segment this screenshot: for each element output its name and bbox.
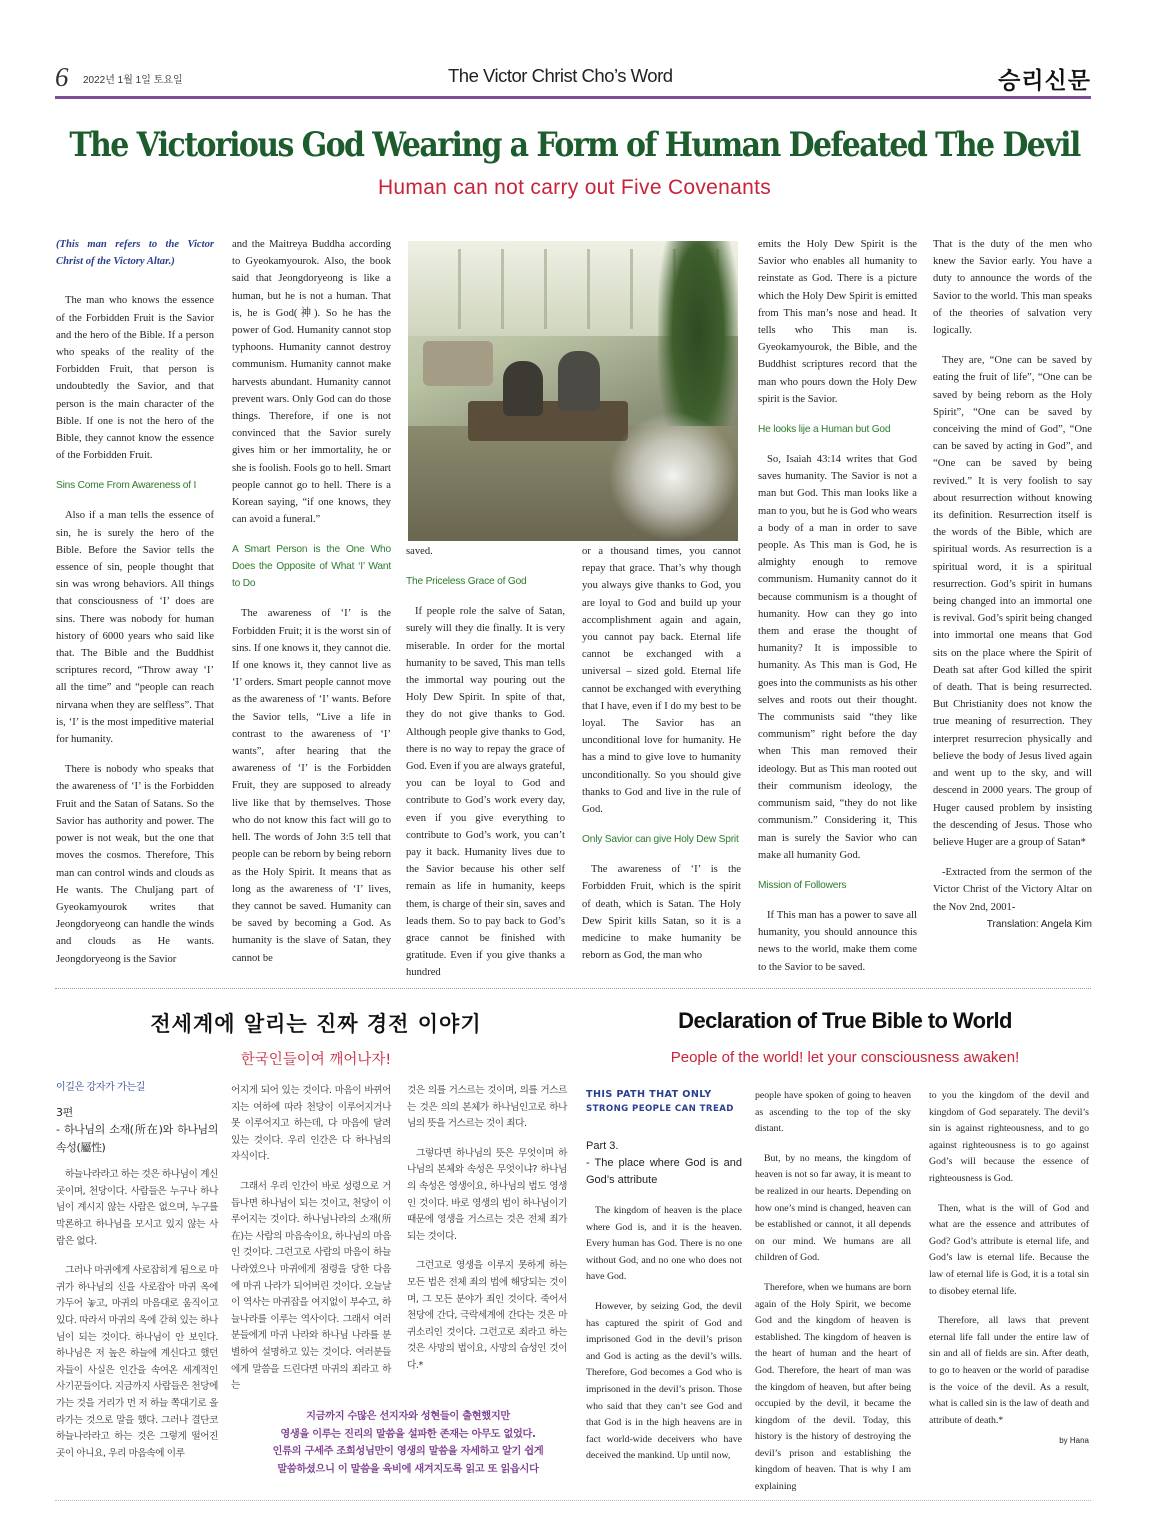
main-subheadline: Human can not carry out Five Covenants: [377, 176, 772, 199]
sermon-credit: -Extracted from the sermon of the Victor Christ of the Victory Altar on the Nov 2nd, 2001-: [933, 867, 1092, 913]
english-column-3: [929, 1088, 1089, 1450]
photo-person-2: [558, 351, 600, 411]
paragraph: and the Maitreya Buddha according to Gyeokamyourok. Also, the book said that Jeongdoryeong is like a human, but he is not a human. That is, he is God(神). So he has the power of God. Humanity cannot stop typhoons. Humanity cannot destroy communism. Humanity cannot make harvests abundant. Humanity cannot prevent wars. Only God can do those things. Therefore, if one is not convinced that the Savior surely gives him or her immortality, he or she is foolish. Fools go to hell. Smart people cannot go to hell. There is a Korean saying, “if one knows, they can avoid a funeral.”: [232, 239, 391, 526]
paragraph: The kingdom of heaven is the place where God is, and it is the heaven. Every human has God. There is no one without God, and no one who does not have God.: [586, 1205, 742, 1283]
translator-credit: Translation: Angela Kim: [986, 918, 1092, 930]
paragraph: There is nobody who speaks that the awareness of ‘I’ is the Forbidden Fruit and the Satan of Satans. So the Savior has authority and power. The power is not weak, but the one that moves the cosmos. Therefore, This man can control winds and clouds as He wants. The Chuljang part of Gyeokamyourok writes that Jeongdoryeong can handle the winds and clouds as He wants. Jeongdoryeong is the Savior: [56, 764, 214, 965]
paragraph: people have spoken of going to heaven as ascending to the top of the sky distant.: [755, 1090, 911, 1135]
paragraph: or a thousand times, you cannot repay that grace. That’s why though you always give thanks to God, you are loyal to God and build up your accomplishment again and again, you cannot pay back. Eternal life cannot be exchanged with a universal – sized gold. Eternal life cannot be exchanged with everything that I have, even if I do my best to be loyal. The Savior has an unconditional love for humanity. He has a mind to give love to humanity unconditionally. So you should give thanks to God and live in the rule of God.: [582, 546, 741, 816]
paragraph: The awareness of ‘I’ is the Forbidden Fruit; it is the worst sin of sins. If one knows it, they cannot die. If one knows it, they cannot live as ‘I’ orders. Smart people cannot move as the awareness of ‘I’ wants. Before the Savior tells, “Live a life in contrast to the awareness of ‘I’ wants”, after hearing that the awareness of ‘I’ is the Forbidden Fruit, they are supposed to already live like that by themselves. Those who do not know this fact will go to hell. The words of John 3:5 tell that people can be reborn by being reborn as the Holy Spirit. It means that as long as the awareness of ‘I’ lives, they cannot be saved. Humanity can be saved by becoming a God. As humanity is the slave of Satan, they cannot be: [232, 608, 391, 964]
korean-series-label: 이길은 강자가 가는길: [56, 1082, 145, 1093]
korean-part: 3편: [56, 1105, 73, 1119]
english-subheadline: People of the world! let your consciousness awaken!: [670, 1049, 1020, 1066]
main-column-4: [582, 543, 741, 977]
english-column-1: [586, 1088, 742, 1478]
subheading: Only Savior can give Holy Dew Sprit: [582, 834, 739, 846]
editor-note: (This man refers to the Victor Christ of the Victory Altar.): [56, 239, 214, 268]
paragraph: Also if a man tells the essence of sin, he is surely the hero of the Bible. Before the Savior tells the essence of sin, people thought that sin was wrong behaviors. All things that consciousness of ‘I’ does are sins. There was nobody for human history of 6000 years who said like that. The Bible and the Buddhist scriptures record, “Throw away ‘I’ all the time” and “people can reach nirvana when they are selfless”. That is, ‘I’ is the most impeditive material for humanity.: [56, 510, 214, 746]
photo-sofa: [423, 341, 493, 386]
main-column-3: [406, 543, 565, 995]
paragraph: They are, “One can be saved by eating the fruit of life”, “One can be saved by being reborn as the Holy Spirit”, “One can be saved by conceiving the mind of God”, “One can be saved by acting in God”, and “One can be saved by being revived.” It is very foolish to say about resurrection without knowing its definition. Resurrection itself is the words of the Bible, which are spiritual words. As resurrection is a spiritual word, it is a spiritual resurrection. God’s spirit in humans being changed into an immortal one is revival. God’s spirit being changed into immortal one means that God sits on the place where the Spirit of Death sat after God killed the spirit of death. That is being resurrected. But Christianity does not know the true meaning of resurrection. They interpret resurrecion physically and believe the body of Jesus lived again and went up to the sky, and will descend in 2000 years. The group of Huger caused problem by insisting the descending of Jesus. Those who believe Huger are a group of Satan*: [933, 355, 1092, 848]
paper-name: 승리신문: [998, 68, 1091, 94]
byline: by Hana: [1059, 1436, 1089, 1446]
page-number: 6: [55, 62, 69, 92]
korean-subheadline: 한국인들이여 깨어나자!: [240, 1052, 392, 1068]
footer-rule: [55, 1500, 1091, 1502]
paragraph: But, by no means, the kingdom of heaven is not so far away, it is meant to be realized in our hearts. Depending on how one’s mind is changed, heaven can be established or cannot, it all depends on our mind. We humans are all children of God.: [755, 1152, 911, 1264]
paragraph: If This man has a power to save all humanity, you should announce this news to the world, make them come to the Savior to be saved.: [758, 909, 917, 973]
paragraph: to you the kingdom of the devil and kingdom of God separately. The devil’s sin is against righteousness, and to go against righteousness is to go against God’s will because the essence of righteousness is God.: [929, 1090, 1089, 1184]
section-divider: [55, 988, 1091, 990]
paragraph: saved.: [406, 546, 433, 557]
photo-person-1: [503, 361, 543, 416]
callout-line: 인류의 구세주 조희성님만이 영생의 말씀을 자세하고 알기 쉽게: [272, 1446, 544, 1457]
korean-column-1: [56, 1080, 218, 1475]
callout-line: 지금까지 수많은 선지자와 성현들이 출현했지만: [306, 1411, 510, 1422]
masthead: [55, 62, 1091, 96]
subheading: A Smart Person is the One Who Does the Opposite of What ‘I’ Want to Do: [232, 544, 391, 590]
subheading: Sins Come From Awareness of I: [56, 480, 197, 492]
section-title: The Victor Christ Cho’s Word: [448, 65, 673, 86]
paragraph: Then, what is the will of God and what are the essence and attributes of God? God’s attribute is eternal life, and God’s law is eternal life. Because the law of eternal life is God, it is a total sin to disobey eternal life.: [929, 1202, 1089, 1297]
paragraph: The man who knows the essence of the Forbidden Fruit is the Savior and the hero of the Bible. If a person who speaks of the reality of the Forbidden Fruit, that person is undoubtedly the Savior, and that person is the main character of the Bible. If one is not the hero of the Bible, they cannot know the essence of the Forbidden Fruit.: [56, 295, 214, 462]
paragraph: That is the duty of the men who knew the Savior early. You have a duty to announce the words of the Savior to the world. This man speaks of the theories of salvation very logically.: [933, 239, 1092, 337]
paragraph: 어지게 되어 있는 것이다. 마음이 바뀌어지는 여하에 따라 천당이 이루어지거나 못 이루어지고 하는데, 다 마음에 달려 있는 것이다. 우리 인간은 다 하나님의 자식이다.: [231, 1085, 391, 1163]
paragraph: So, Isaiah 43:14 writes that God saves humanity. The Savior is not a man but God. This man looks like a man to you, but he is God who wears a body of a man in order to save people. As This man is God, he is almighty enough to remove communism. Humanity cannot do it because communism is a thought of humanity. How can they go into them and erase the thought of humanity? It is impossible to humanity. As This man is God, He goes into the communists as his other selves and roots out their thought. The communists said “they like communism” right before the day when This man removed their ideology. But as This man rooted out their communism ideology, the communism said, “they do not like communism.” Considering it, This man is surely the Savior who can make all humanity God.: [758, 454, 917, 861]
main-column-6: [933, 236, 1092, 933]
korean-headline: 전세계에 알리는 진짜 경전 이야기: [150, 1012, 482, 1036]
paragraph: The awareness of ‘I’ is the Forbidden Fruit, which is the spirit of death, which is Satan. The Holy Dew Spirit kills Satan, so it is a medicine to make humanity be reborn as God, the man who: [582, 864, 741, 962]
paragraph: Therefore, when we humans are born again of the Holy Spirit, we become God and the kingdom of heaven is established. The kingdom of heaven is the heart of human and the heart of God. Therefore, the heart of man was the kingdom of heaven, but after being occupied by the devil, it became the kingdom of the devil. Today, this history is the history of destroying the devil’s prison and establishing the kingdom of heaven. That is why I am explaining: [755, 1281, 911, 1493]
paragraph: 그러나 마귀에게 사로잡히게 됨으로 마귀가 하나님의 신을 사로잡아 마귀 옥에 가두어 놓고, 마귀의 마음대로 움직이고 있다. 따라서 마귀의 옥에 갇혀 있는 하나님이 되는 것이다. 하나님이 안 보인다. 하나님은 저 높은 하늘에 계신다고 했던 자들이 사실은 인간을 속여온 세계적인 사기꾼들이다. 지금까지 사람들은 천당에 가는 것을 거리가 먼 저 하늘 쪽대기로 올라가는 것으로 말을 했다. 그러나 결단코 하늘나라라고 하는 것은 그렇게 떨어진 곳이 아니요, 우리 마음속에 이루: [56, 1265, 218, 1459]
main-column-1: [56, 236, 214, 981]
korean-column-2: [231, 1083, 391, 1408]
callout-line: 말씀하셨으니 이 말씀을 육비에 새겨지도록 읽고 또 읽읍시다: [277, 1463, 539, 1475]
english-part-title: - The place where God is and God’s attribute: [586, 1157, 742, 1186]
issue-date: 2022년 1월 1일 토요일: [83, 75, 183, 86]
main-column-2: [232, 236, 391, 980]
series-line: THIS PATH THAT ONLY: [586, 1089, 712, 1100]
main-headline: The Victorious God Wearing a Form of Human Defeated The Devil: [69, 125, 1080, 166]
paragraph: 것은 의를 거스르는 것이며, 의를 거스르는 것은 의의 본체가 하나님인고로 하나님의 뜻을 거스르는 것이 죄다.: [407, 1085, 567, 1130]
paragraph: 하늘나라라고 하는 것은 하나님이 계신 곳이며, 천당이다. 사람들은 누구나 하나님이 계시지 않는 사람은 없으며, 누구를 막론하고 하나님을 모시고 있지 않는 사람은 없다.: [56, 1169, 218, 1247]
header-rule: [55, 96, 1091, 99]
subheading: Mission of Followers: [758, 879, 847, 891]
english-series-label: [586, 1088, 742, 1116]
series-line: STRONG PEOPLE CAN TREAD: [586, 1104, 734, 1114]
paragraph: 그런고로 영생을 이루지 못하게 하는 모든 법은 전체 죄의 법에 해당되는 것이며, 그 모든 분야가 죄인 것이다. 죽어서 천당에 간다, 극락세계에 간다는 것은 마귀소리인 것이다. 그런고로 죄라고 하는 것은 사망의 법이요, 사망의 습성인 것이다.*: [407, 1260, 567, 1371]
paragraph: 그렇다면 하나님의 뜻은 무엇이며 하나님의 본체와 속성은 무엇이냐? 하나님의 속성은 영생이요, 하나님의 법도 영생인 것이다. 바로 영생의 법이 하나님이기 때문에 영생을 거스르는 것은 전체 죄가 되는 것이다.: [407, 1147, 567, 1242]
subheading: The Priceless Grace of God: [406, 576, 527, 588]
korean-part-title: - 하나님의 소재(所在)와 하나님의 속성(屬性): [56, 1123, 218, 1155]
article-photo: [408, 241, 738, 541]
english-part: Part 3.: [586, 1140, 619, 1152]
callout-line: 영생을 이루는 진리의 말씀을 설파한 존재는 아무도 없었다.: [280, 1428, 536, 1440]
korean-column-3: [407, 1083, 567, 1388]
paragraph: However, by seizing God, the devil has captured the spirit of God and imprisoned God in the devil’s prison and God is acting as the devil’s wills. Therefore, God becomes a God who is imprisoned in the devil’s prison. Those who said that they can’t see God and that God is in the high heavens are in fact world-wide deceivers who have deceived the mankind. Up until now,: [586, 1300, 742, 1462]
paragraph: 그래서 우리 인간이 바로 성령으로 거듭나면 하나님이 되는 것이고, 천당이 이루어지는 것이다. 하나님나라의 소재(所在)는 사람의 마음속이요, 하나님의 마음인 것이다. 그런고로 사람의 마음이 하늘나라였으나 마귀에게 점령을 당한 다음에 마귀 나라가 되어버린 것이다. 오늘날 이 역사는 마귀잡을 여지없이 부수고, 하늘나라를 이루는 역사이다. 그래서 여러분들에게 마귀 나라와 하나님 나라를 분별하여 설명하고 있는 것이다. 여러분들에게 말씀을 드린다면 마귀의 죄라고 하는: [231, 1180, 391, 1392]
paragraph: Therefore, all laws that prevent eternal life fall under the entire law of sin and all of fields are sin. After death, to go to heaven or the world of paradise is the voice of the devil. As a result, what is called sin is the law of death and attribute of death.*: [929, 1315, 1089, 1426]
photo-table: [468, 401, 628, 441]
korean-callout: [238, 1408, 578, 1478]
paragraph: emits the Holy Dew Spirit is the Savior who enables all humanity to reinstate as God. There is a picture which the Holy Dew Spirit is emitted from This man’s nose and head. It tells who This man is. Gyeokamyourok, the Bible, and the Buddhist scriptures record that the man who pours down the Holy Dew spirit is the Savior.: [758, 239, 917, 405]
paragraph: If people role the salve of Satan, surely will they die finally. It is very miserable. In order for the mortal humanity to be saved, This man tells the immortal way pouring out the Holy Dew Spirit. In spite of that, they do not give thanks to God. Although people give thanks to God, there is no way to repay the grace of God. Even if you are always grateful, you can be loyal to God and contribute to God’s work every day, even if you give everything to contribute to God’s work, you can’t pay it back. Humanity lives due to the Savior because his other self remain as life in humanity, keeps them, is charge of their sin, saves and leads them. So to pay back to God’s grace cannot be finished with gratitude. Even if you give thanks a hundred: [406, 606, 565, 979]
english-headline: Declaration of True Bible to World: [678, 1008, 1012, 1033]
subheading: He looks lije a Human but God: [758, 424, 891, 436]
photo-glow: [608, 411, 738, 541]
english-column-2: [755, 1088, 911, 1509]
main-column-5: [758, 236, 917, 989]
